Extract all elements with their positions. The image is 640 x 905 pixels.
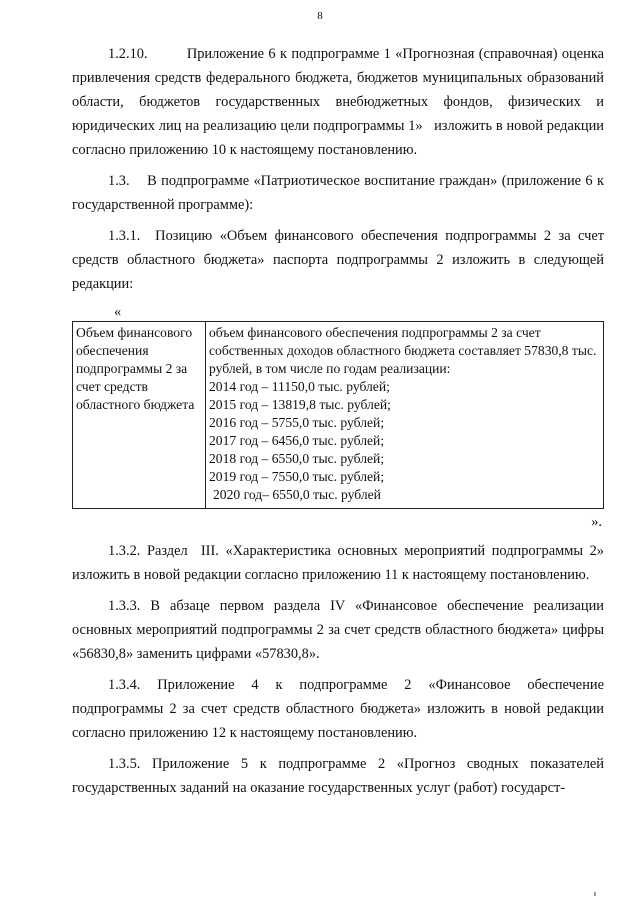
passport-position-label: Объем финансового обеспечения подпрограммы 2 за счет средств областного бюджета bbox=[73, 322, 206, 509]
page-number: 8 bbox=[317, 10, 323, 22]
paragraph-1-3-4: 1.3.4. Приложение 4 к подпрограмме 2 «Финансовое обеспечение подпрограммы 2 за счет средств областного бюджета» изложить в новой редакции согласно приложению 12 к настоящему постановлению. bbox=[72, 677, 604, 741]
passport-table bbox=[72, 321, 604, 509]
paragraph-1-3-2: 1.3.2. Раздел III. «Характеристика основных мероприятий подпрограммы 2» изложить в новой редакции согласно приложению 11 к настоящему постановлению. bbox=[72, 543, 604, 583]
paragraph-1-3-1: 1.3.1. Позицию «Объем финансового обеспечения подпрограммы 2 за счет средств областного бюджета» паспорта подпрограммы 2 изложить в следующей редакции: bbox=[72, 228, 604, 292]
funding-year-2019: 2019 год – 7550,0 тыс. рублей; bbox=[209, 469, 385, 484]
funding-intro: объем финансового обеспечения подпрограммы 2 за счет собственных доходов областного бюджета составляет 57830,8 тыс. рублей, в том числе по годам реализации: bbox=[209, 325, 597, 376]
scan-artifact-mark bbox=[594, 892, 596, 896]
paragraph-1-3-3: 1.3.3. В абзаце первом раздела IV «Финансовое обеспечение реализации основных мероприятий подпрограммы 2 за счет средств областного бюджета» цифры «56830,8» заменить цифрами «57830,8». bbox=[72, 598, 604, 662]
passport-position-value bbox=[206, 322, 604, 509]
funding-year-2020: 2020 год– 6550,0 тыс. рублей bbox=[213, 487, 381, 502]
paragraph-1-2-10: 1.2.10. Приложение 6 к подпрограмме 1 «Прогнозная (справочная) оценка привлечения средств федерального бюджета, бюджетов муниципальных образований области, бюджетов государственных внебюджетных фондов, физических и юридических лиц на реализацию цели подпрограммы 1» изложить в новой редакции согласно приложению 10 к настоящему постановлению. bbox=[72, 46, 604, 158]
document-body bbox=[72, 42, 604, 807]
funding-year-2015: 2015 год – 13819,8 тыс. рублей; bbox=[209, 397, 391, 412]
funding-year-2016: 2016 год – 5755,0 тыс. рублей; bbox=[209, 415, 385, 430]
passport-table-row bbox=[73, 322, 604, 509]
funding-year-2017: 2017 год – 6456,0 тыс. рублей; bbox=[209, 433, 385, 448]
funding-year-2014: 2014 год – 11150,0 тыс. рублей; bbox=[209, 379, 390, 394]
paragraph-1-3-5: 1.3.5. Приложение 5 к подпрограмме 2 «Прогноз сводных показателей государственных заданий на оказание государственных услуг (работ) государст- bbox=[72, 756, 604, 796]
funding-year-2018: 2018 год – 6550,0 тыс. рублей; bbox=[209, 451, 385, 466]
opening-quote-mark: « bbox=[114, 304, 122, 320]
paragraph-1-3: 1.3. В подпрограмме «Патриотическое воспитание граждан» (приложение 6 к государственной программе): bbox=[72, 173, 604, 213]
closing-quote-mark: ». bbox=[591, 514, 602, 530]
